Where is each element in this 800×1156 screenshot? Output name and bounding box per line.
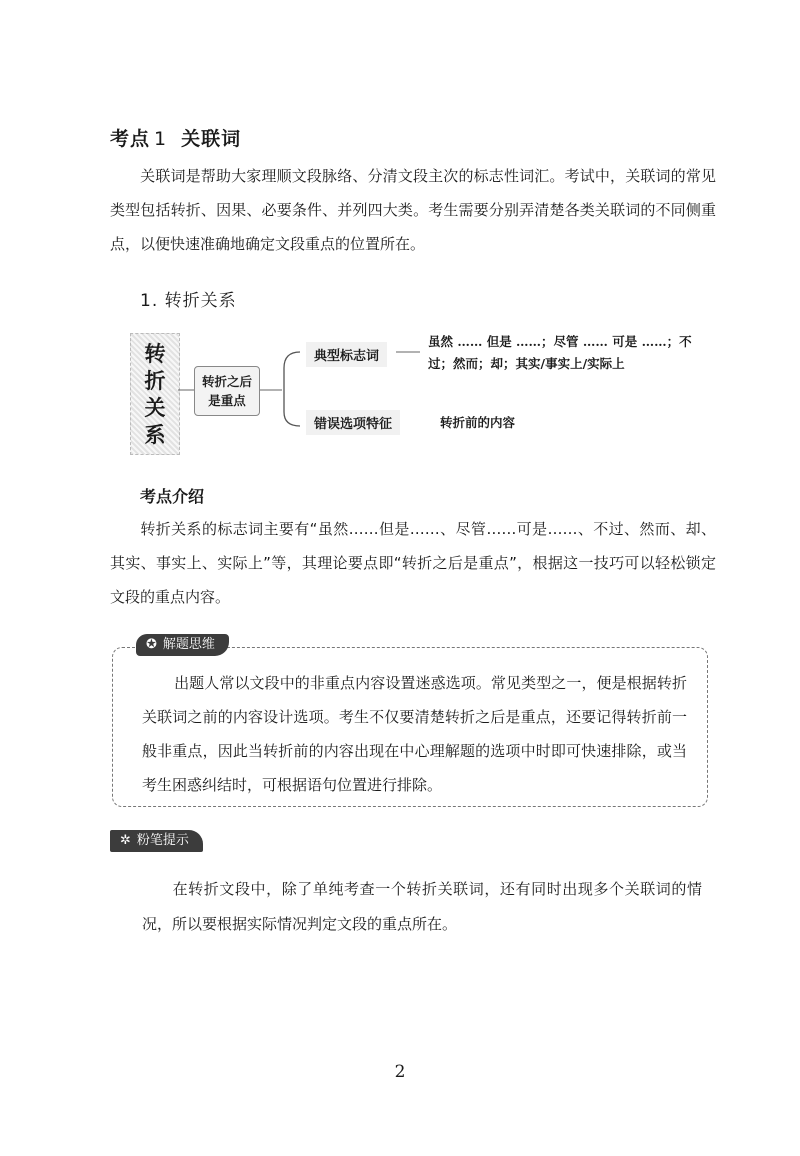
star-icon: ✪ [146,637,157,652]
hint-text: 在转折文段中，除了单纯考查一个转折关联词，还有同时出现多个关联词的情况，所以要根据实际情况判定文段的重点所在。 [142,880,702,933]
section-title: 关联词 [181,128,242,150]
kaodian-text: 转折关系的标志词主要有“虽然……但是……、尽管……可是……、不过、然而、却、其实、事实上、实际上”等，其理论要点即“转折之后是重点”，根据这一技巧可以轻松锁定文段的重点内容。 [110,520,716,606]
kaodian-paragraph [110,512,716,614]
diagram-branch1-text: 虽然 …… 但是 ……；尽管 …… 可是 ……；不过；然而；却；其实/事实上/实际上 [428,334,692,371]
diagram-root-char: 转 [144,341,166,366]
tip-badge [136,634,229,656]
intro-text: 关联词是帮助大家理顺文段脉络、分清文段主次的标志性词汇。考试中，关联词的常见类型包括转折、因果、必要条件、并列四大类。考生需要分别弄清楚各类关联词的不同侧重点，以便快速准确地确定文段重点的位置所在。 [110,167,716,253]
diagram-root-char: 关 [144,395,166,420]
hint-paragraph [142,872,702,942]
tip-text: 出题人常以文段中的非重点内容设置迷惑选项。常见类型之一，便是根据转折关联词之前的内容设计选项。考生不仅要清楚转折之后是重点，还要记得转折前一般非重点，因此当转折前的内容出现在中心理解题的选项中时即可快速排除，或当考生困惑纠结时，可根据语句位置进行排除。 [142,674,687,794]
diagram-branch1-label: 典型标志词 [306,342,387,367]
section-title-prefix: 考点 [110,128,151,150]
tip-paragraph [142,666,687,802]
diagram-connectors [0,0,800,470]
page-number: 2 [394,1062,406,1082]
diagram-branch2-text: 转折前的内容 [440,415,516,430]
tip-badge-label: 解题思维 [162,637,215,652]
hint-badge [110,830,203,852]
diagram-middle-line: 是重点 [208,393,246,408]
section-number: 1 [154,128,168,150]
kaodian-heading: 考点介绍 [140,487,205,506]
subsection-heading: 1. 转折关系 [140,291,237,311]
hint-badge-label: 粉笔提示 [136,833,189,848]
diagram-brace [284,352,300,426]
diagram-middle-box [194,366,260,416]
diagram-middle-line: 转折之后 [201,374,252,389]
diagram-root-char: 系 [144,422,166,447]
sparkle-icon: ✲ [120,833,131,848]
diagram-root-char: 折 [144,368,166,393]
diagram-branch2-label: 错误选项特征 [306,410,400,435]
